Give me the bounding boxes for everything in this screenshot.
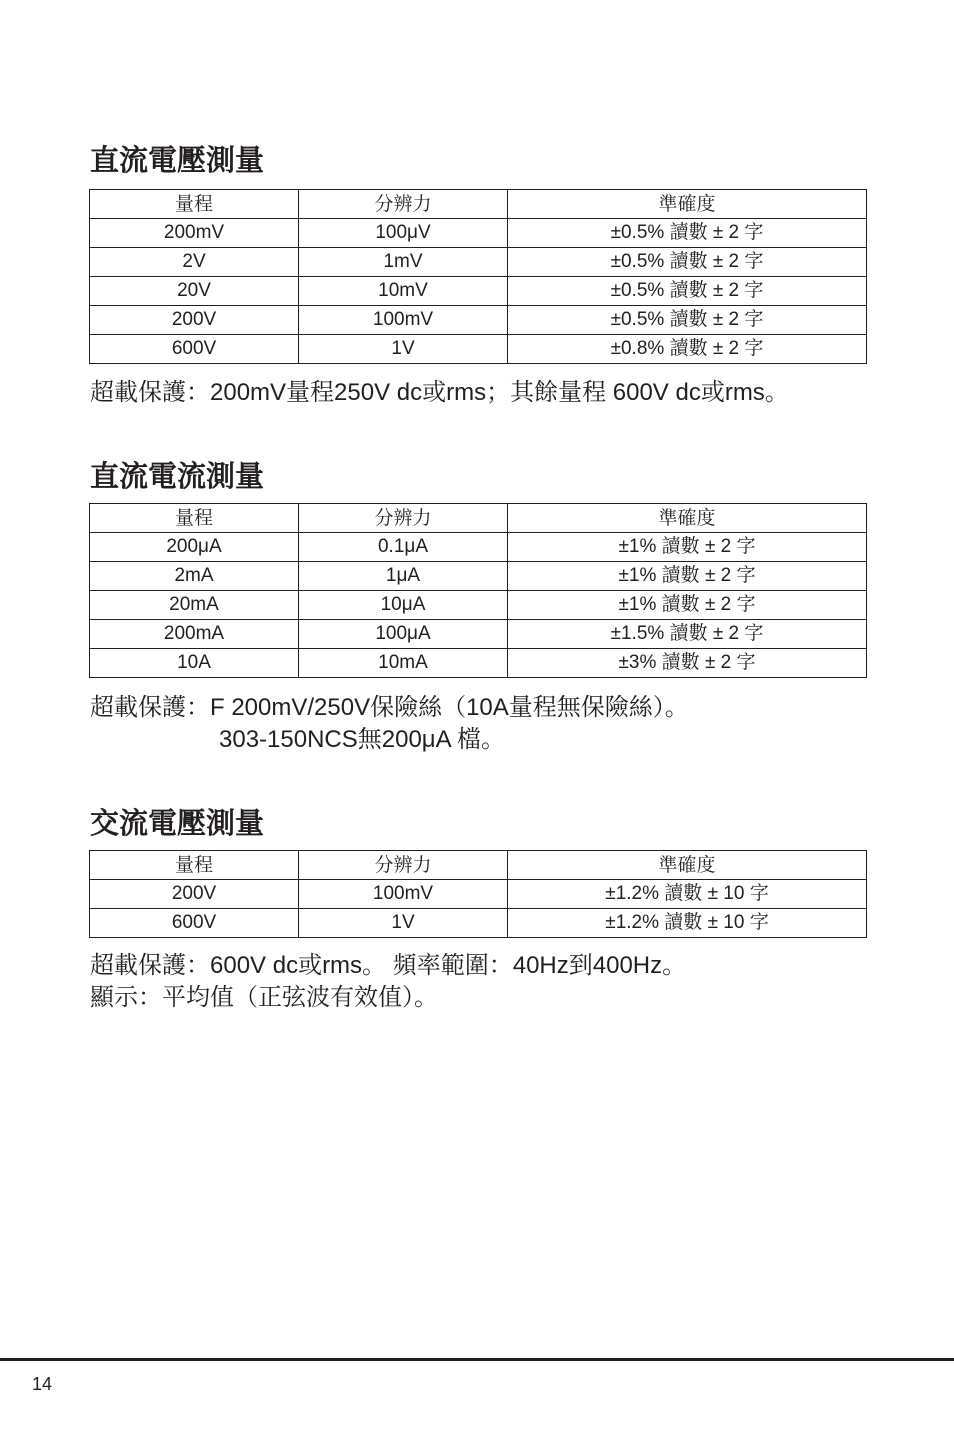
cell-range: 600V: [90, 335, 299, 364]
table-row: [90, 649, 867, 678]
cell-range: 200V: [90, 306, 299, 335]
cell-range: 200mA: [90, 620, 299, 649]
dc-voltage-table: [89, 189, 867, 364]
footer-divider: [0, 1358, 954, 1361]
header-accuracy: 準確度: [508, 504, 867, 533]
table-header-row: [90, 504, 867, 533]
header-range: 量程: [90, 851, 299, 880]
cell-resolution: 100μA: [299, 620, 508, 649]
cell-range: 200mV: [90, 219, 299, 248]
cell-resolution: 100μV: [299, 219, 508, 248]
cell-resolution: 1V: [299, 335, 508, 364]
header-resolution: 分辨力: [299, 851, 508, 880]
note-line: 超載保護：F 200mV/250V保險絲（10A量程無保險絲）。: [90, 694, 689, 721]
cell-resolution: 0.1μA: [299, 533, 508, 562]
cell-accuracy: ±1% 讀數 ± 2 字: [508, 533, 867, 562]
table-header-row: [90, 851, 867, 880]
overload-note: [90, 377, 789, 409]
dc-current-table: [89, 503, 867, 678]
note-line: 303-150NCS無200μA 檔。: [219, 726, 505, 753]
cell-resolution: 1mV: [299, 248, 508, 277]
table-row: [90, 248, 867, 277]
section-title-ac-voltage: 交流電壓測量: [90, 808, 265, 840]
table-row: [90, 562, 867, 591]
section-title-dc-current: 直流電流測量: [90, 461, 265, 493]
page-number: 14: [32, 1374, 53, 1394]
header-accuracy: 準確度: [508, 190, 867, 219]
header-accuracy: 準確度: [508, 851, 867, 880]
note-line: 超載保護：600V dc或rms。 頻率範圍：40Hz到400Hz。: [90, 952, 687, 979]
header-resolution: 分辨力: [299, 190, 508, 219]
cell-range: 20V: [90, 277, 299, 306]
table-header-row: [90, 190, 867, 219]
note-line: 超載保護：200mV量程250V dc或rms；其餘量程 600V dc或rms。: [90, 379, 789, 406]
note-line: 顯示：平均值（正弦波有效值）。: [90, 984, 438, 1011]
cell-accuracy: ±1.2% 讀數 ± 10 字: [508, 909, 867, 938]
cell-resolution: 10μA: [299, 591, 508, 620]
cell-range: 20mA: [90, 591, 299, 620]
cell-range: 200μA: [90, 533, 299, 562]
header-range: 量程: [90, 504, 299, 533]
table-row: [90, 591, 867, 620]
section-title-dc-voltage: 直流電壓測量: [90, 145, 265, 177]
cell-resolution: 1V: [299, 909, 508, 938]
cell-resolution: 1μA: [299, 562, 508, 591]
cell-range: 2V: [90, 248, 299, 277]
cell-range: 200V: [90, 880, 299, 909]
cell-range: 2mA: [90, 562, 299, 591]
cell-resolution: 10mV: [299, 277, 508, 306]
table-row: [90, 533, 867, 562]
cell-accuracy: ±0.5% 讀數 ± 2 字: [508, 248, 867, 277]
cell-accuracy: ±1% 讀數 ± 2 字: [508, 562, 867, 591]
table-row: [90, 219, 867, 248]
cell-accuracy: ±0.5% 讀數 ± 2 字: [508, 306, 867, 335]
cell-accuracy: ±1.2% 讀數 ± 10 字: [508, 880, 867, 909]
header-range: 量程: [90, 190, 299, 219]
cell-accuracy: ±1.5% 讀數 ± 2 字: [508, 620, 867, 649]
cell-resolution: 100mV: [299, 306, 508, 335]
cell-accuracy: ±0.5% 讀數 ± 2 字: [508, 219, 867, 248]
table-row: [90, 909, 867, 938]
table-row: [90, 620, 867, 649]
overload-note: [90, 692, 689, 756]
cell-resolution: 10mA: [299, 649, 508, 678]
overload-note: [90, 950, 686, 1014]
table-row: [90, 306, 867, 335]
cell-accuracy: ±3% 讀數 ± 2 字: [508, 649, 867, 678]
cell-range: 600V: [90, 909, 299, 938]
ac-voltage-table: [89, 850, 867, 938]
cell-accuracy: ±1% 讀數 ± 2 字: [508, 591, 867, 620]
cell-range: 10A: [90, 649, 299, 678]
header-resolution: 分辨力: [299, 504, 508, 533]
table-row: [90, 335, 867, 364]
cell-resolution: 100mV: [299, 880, 508, 909]
table-row: [90, 277, 867, 306]
cell-accuracy: ±0.5% 讀數 ± 2 字: [508, 277, 867, 306]
table-row: [90, 880, 867, 909]
cell-accuracy: ±0.8% 讀數 ± 2 字: [508, 335, 867, 364]
